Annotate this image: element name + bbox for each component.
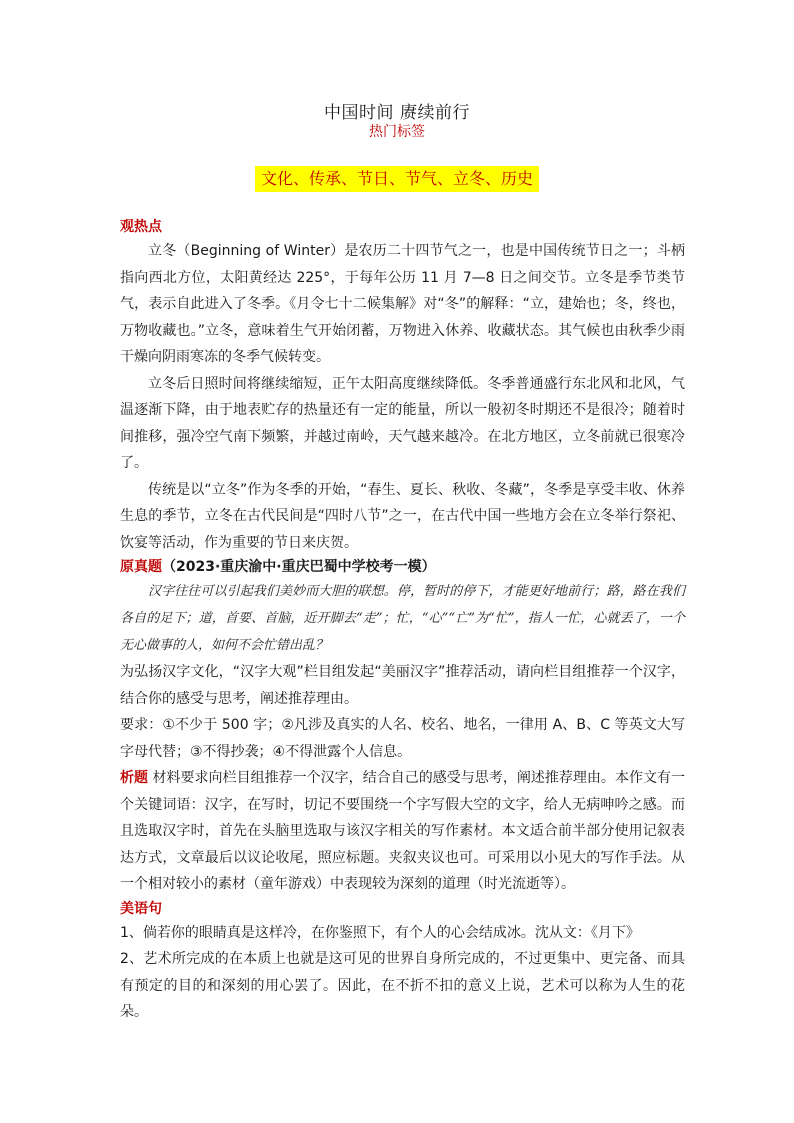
tags-row: [0, 166, 794, 192]
exam-quote: 汉字往往可以引起我们美妙而大胆的联想。停，暂时的停下，才能更好地前行；路，路在我们各自的足下；道，首要、首脑，近开脚去“走”；忙，“心”“亡”为“忙”，指人一忙，心就丢了，一个无心做事的人，如何不会忙错出乱？: [120, 584, 685, 653]
analysis-label: 析题: [120, 770, 149, 786]
document-body: [120, 216, 685, 1026]
page-subtitle: 热门标签: [369, 124, 425, 140]
view-paragraph-1: 立冬（Beginning of Winter）是农历二十四节气之一，也是中国传统节日之一；斗柄指向西北方位，太阳黄经达 225°，于每年公历 11 月 7—8 日之间交节。立冬是季节类节气，表示自此进入了冬季。《月令七十二候集解》对“冬”的解释：“立，建始也；冬，终也，万物收藏也。”立冬，意味着生气开始闭蓄，万物进入休养、收藏状态。其气候也由秋季少雨干燥向阴雨寒冻的冬季气候转变。: [120, 243, 685, 365]
exam-source: （2023·重庆渝中·重庆巴蜀中学校考一模）: [162, 559, 436, 575]
section-heading-view: 观热点: [120, 219, 162, 235]
page-title: 中国时间 赓续前行: [324, 103, 470, 123]
analysis-paragraph: [120, 765, 685, 898]
exam-prompt: 为弘扬汉字文化，“汉字大观”栏目组发起“美丽汉字”推荐活动，请向栏目组推荐一个汉字，结合你的感受与思考，阐述推荐理由。: [120, 664, 685, 707]
exam-requirements: 要求：①不少于 500 字；②凡涉及真实的人名、校名、地名，一律用 A、B、C 等英文大写字母代替；③不得抄袭；④不得泄露个人信息。: [120, 717, 685, 760]
view-paragraph-2: 立冬后日照时间将继续缩短，正午太阳高度继续降低。冬季普通盛行东北风和北风，气温逐渐下降，由于地表贮存的热量还有一定的能量，所以一般初冬时期还不是很冷；随着时间推移，强冷空气南下频繁，并越过南岭，天气越来越冷。在北方地区，立冬前就已很寒冷了。: [120, 375, 685, 471]
analysis-text: 材料要求向栏目组推荐一个汉字，结合自己的感受与思考，阐述推荐理由。本作文有一个关键词语：汉字，在写时，切记不要围绕一个字写假大空的文字，给人无病呻吟之感。而且选取汉字时，首先在头脑里选取与该汉字相关的写作素材。本文适合前半部分使用记叙表达方式，文章最后以议论收尾，照应标题。夹叙夹议也可。可采用以小见大的写作手法。从一个相对较小的素材（童年游戏）中表现较为深刻的道理（时光流逝等）。: [120, 770, 685, 892]
sentence-item-2: 2、艺术所完成的在本质上也就是这可见的世界自身所完成的，不过更集中、更完备、而具有预定的目的和深刻的用心罢了。因此，在不折不扣的意义上说，艺术可以称为人生的花朵。: [120, 951, 685, 1020]
view-paragraph-3: 传统是以“立冬”作为冬季的开始，“春生、夏长、秋收、冬藏”，冬季是享受丰收、休养生息的季节，立冬在古代民间是“四时八节”之一，在古代中国一些地方会在立冬举行祭祀、饮宴等活动，作为重要的节日来庆贺。: [120, 481, 685, 551]
exam-heading-label: 原真题: [120, 559, 162, 575]
tag-list: 文化、传承、节日、节气、立冬、历史: [255, 166, 539, 192]
sentence-item-1: 1、倘若你的眼睛真是这样冷，在你鉴照下，有个人的心会结成冰。沈从文：《月下》: [120, 924, 640, 941]
section-heading-sentences: 美语句: [120, 900, 162, 917]
section-heading-exam: [120, 556, 685, 578]
